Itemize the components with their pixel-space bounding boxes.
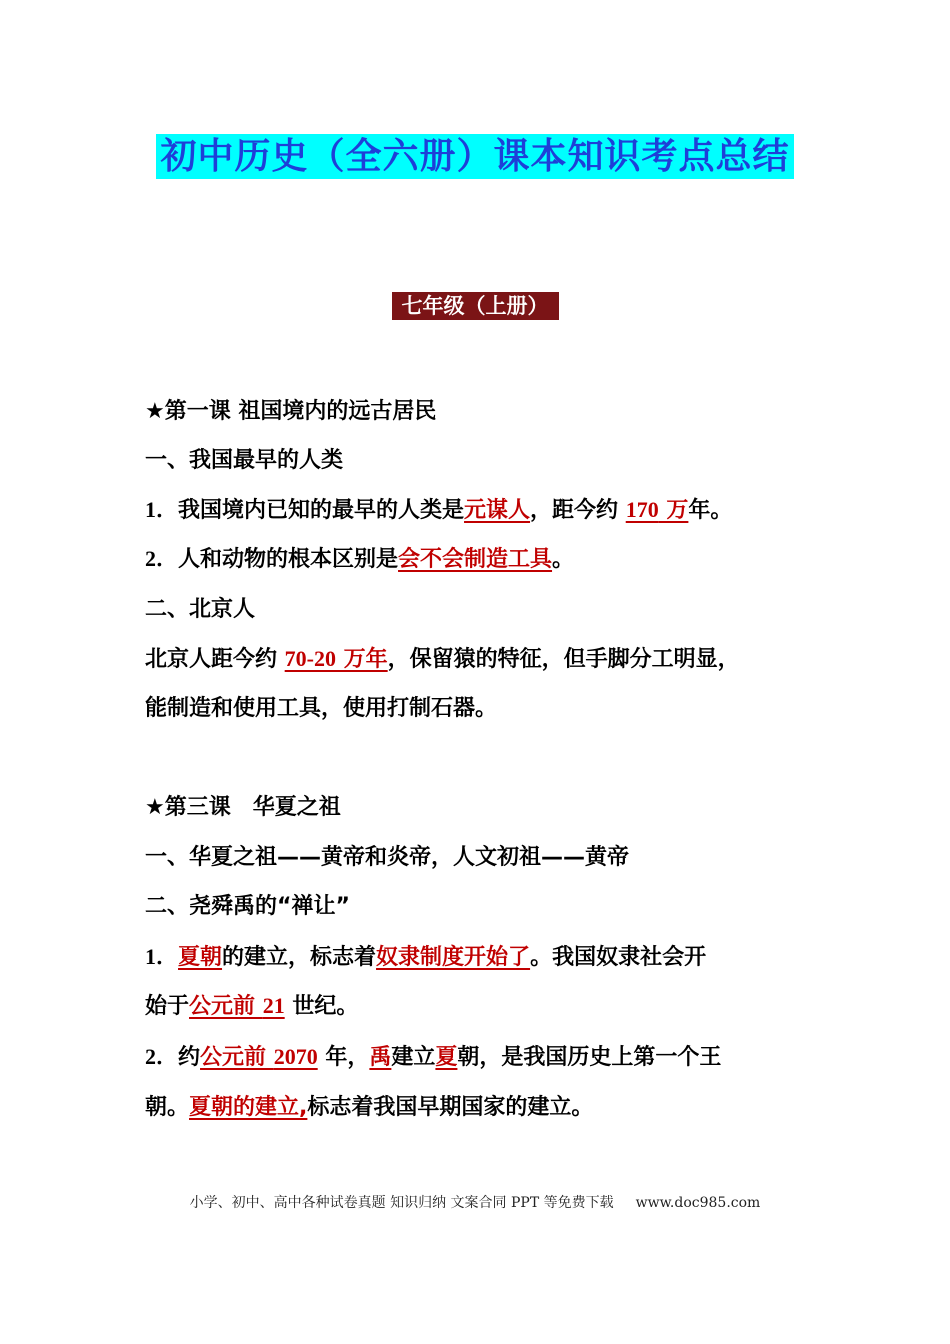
lesson3-item1-continued: 始于公元前 21 世纪。 xyxy=(145,993,359,1019)
grade-badge: 七年级（上册） xyxy=(0,290,950,320)
lesson1-section1-title: 一、我国最早的人类 xyxy=(145,448,344,473)
lesson1-paragraph-line1: 北京人距今约 70-20 万年，保留猿的特征，但手脚分工明显， xyxy=(145,646,740,672)
lesson3-item1: 1．夏朝的建立，标志着奴隶制度开始了。我国奴隶社会开 xyxy=(145,944,707,970)
lesson1-item2: 2．人和动物的根本区别是会不会制造工具。 xyxy=(145,546,575,572)
lesson3-item2-continued: 朝。夏朝的建立,标志着我国早期国家的建立。 xyxy=(145,1095,594,1120)
lesson3-section1-title: 一、华夏之祖——黄帝和炎帝，人文初祖——黄帝 xyxy=(145,845,630,870)
footer-text: 小学、初中、高中各种试卷真题 知识归纳 文案合同 PPT 等免费下载 xyxy=(189,1195,614,1211)
lesson1-section2-title: 二、北京人 xyxy=(145,597,256,622)
lesson1-item1: 1．我国境内已知的最早的人类是元谋人，距今约 170 万年。 xyxy=(145,497,733,523)
lesson3-section2-title: 二、尧舜禹的“禅让” xyxy=(145,894,350,919)
document-title: 初中历史（全六册）课本知识考点总结 xyxy=(0,128,950,179)
footer-url[interactable]: www.doc985.com xyxy=(635,1195,761,1211)
page-footer xyxy=(0,1192,950,1212)
lesson1-paragraph-line2: 能制造和使用工具，使用打制石器。 xyxy=(145,696,498,721)
lesson1-heading: ★第一课 祖国境内的远古居民 xyxy=(145,399,437,424)
lesson3-item2: 2．约公元前 2070 年，禹建立夏朝，是我国历史上第一个王 xyxy=(145,1044,722,1070)
lesson3-heading: ★第三课 华夏之祖 xyxy=(145,795,341,820)
